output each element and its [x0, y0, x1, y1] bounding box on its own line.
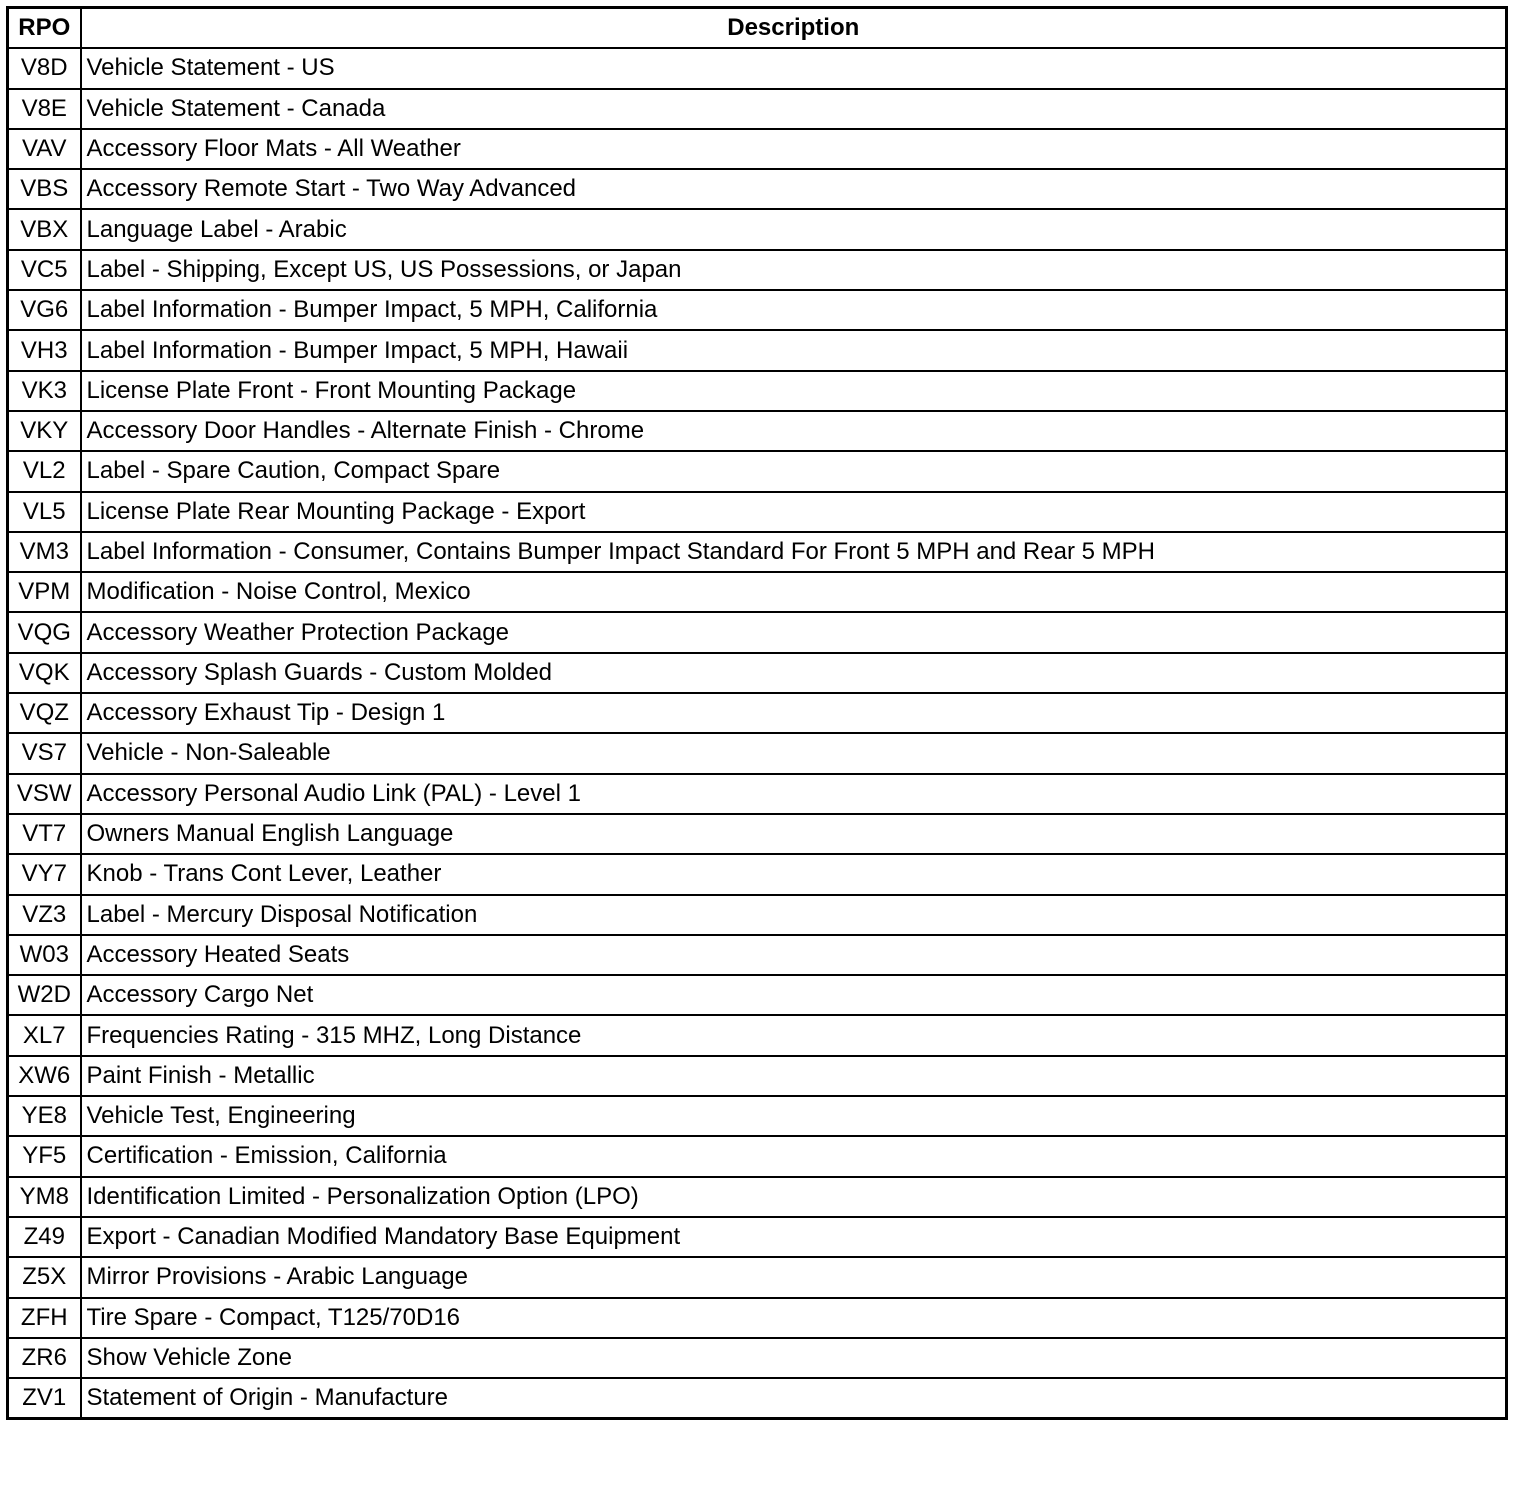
rpo-code-cell: W2D: [8, 975, 81, 1015]
rpo-code-cell: YF5: [8, 1136, 81, 1176]
description-cell: Label Information - Consumer, Contains Bumper Impact Standard For Front 5 MPH and Rear 5 MPH: [81, 532, 1507, 572]
header-row: [8, 8, 1507, 49]
description-cell: Vehicle Statement - US: [81, 48, 1507, 88]
table-row: [8, 854, 1507, 894]
rpo-code-cell: V8E: [8, 89, 81, 129]
table-row: [8, 1298, 1507, 1338]
description-cell: Accessory Floor Mats - All Weather: [81, 129, 1507, 169]
rpo-code-cell: VZ3: [8, 895, 81, 935]
description-cell: Accessory Remote Start - Two Way Advanced: [81, 169, 1507, 209]
table-row: [8, 733, 1507, 773]
table-row: [8, 935, 1507, 975]
table-row: [8, 572, 1507, 612]
rpo-code-cell: VK3: [8, 371, 81, 411]
rpo-code-cell: VM3: [8, 532, 81, 572]
table-row: [8, 48, 1507, 88]
table-row: [8, 975, 1507, 1015]
table-row: [8, 129, 1507, 169]
table-row: [8, 532, 1507, 572]
description-cell: Knob - Trans Cont Lever, Leather: [81, 854, 1507, 894]
description-cell: Accessory Weather Protection Package: [81, 612, 1507, 652]
table-row: [8, 89, 1507, 129]
description-cell: Statement of Origin - Manufacture: [81, 1378, 1507, 1419]
table-row: [8, 814, 1507, 854]
description-cell: Label Information - Bumper Impact, 5 MPH, California: [81, 290, 1507, 330]
table-row: [8, 290, 1507, 330]
description-cell: Accessory Door Handles - Alternate Finish - Chrome: [81, 411, 1507, 451]
table-row: [8, 895, 1507, 935]
description-cell: Accessory Heated Seats: [81, 935, 1507, 975]
table-header: [8, 8, 1507, 49]
rpo-code-cell: VG6: [8, 290, 81, 330]
description-cell: Modification - Noise Control, Mexico: [81, 572, 1507, 612]
table-row: [8, 1177, 1507, 1217]
rpo-column-header: RPO: [8, 8, 81, 49]
rpo-code-cell: VKY: [8, 411, 81, 451]
description-cell: Frequencies Rating - 315 MHZ, Long Distance: [81, 1015, 1507, 1055]
rpo-code-cell: VY7: [8, 854, 81, 894]
table-row: [8, 209, 1507, 249]
table-row: [8, 1096, 1507, 1136]
description-cell: License Plate Rear Mounting Package - Export: [81, 492, 1507, 532]
description-cell: Vehicle Test, Engineering: [81, 1096, 1507, 1136]
rpo-code-cell: VQK: [8, 653, 81, 693]
rpo-code-cell: VQG: [8, 612, 81, 652]
rpo-code-cell: VAV: [8, 129, 81, 169]
description-cell: Vehicle - Non-Saleable: [81, 733, 1507, 773]
rpo-code-cell: Z5X: [8, 1257, 81, 1297]
rpo-code-cell: VL2: [8, 451, 81, 491]
rpo-code-cell: VBS: [8, 169, 81, 209]
description-cell: Show Vehicle Zone: [81, 1338, 1507, 1378]
table-row: [8, 1257, 1507, 1297]
table-row: [8, 492, 1507, 532]
table-row: [8, 1056, 1507, 1096]
rpo-code-cell: Z49: [8, 1217, 81, 1257]
rpo-code-cell: VH3: [8, 330, 81, 370]
table-row: [8, 653, 1507, 693]
table-row: [8, 1378, 1507, 1419]
rpo-code-cell: VQZ: [8, 693, 81, 733]
description-cell: Label Information - Bumper Impact, 5 MPH, Hawaii: [81, 330, 1507, 370]
description-cell: License Plate Front - Front Mounting Package: [81, 371, 1507, 411]
table-row: [8, 1136, 1507, 1176]
table-row: [8, 250, 1507, 290]
table-row: [8, 1217, 1507, 1257]
table-row: [8, 371, 1507, 411]
rpo-code-cell: VC5: [8, 250, 81, 290]
table-row: [8, 169, 1507, 209]
description-cell: Label - Spare Caution, Compact Spare: [81, 451, 1507, 491]
rpo-code-cell: ZR6: [8, 1338, 81, 1378]
table-row: [8, 1338, 1507, 1378]
description-cell: Owners Manual English Language: [81, 814, 1507, 854]
table-row: [8, 330, 1507, 370]
rpo-code-cell: XW6: [8, 1056, 81, 1096]
description-cell: Certification - Emission, California: [81, 1136, 1507, 1176]
description-cell: Accessory Exhaust Tip - Design 1: [81, 693, 1507, 733]
description-cell: Mirror Provisions - Arabic Language: [81, 1257, 1507, 1297]
rpo-code-cell: VPM: [8, 572, 81, 612]
table-row: [8, 451, 1507, 491]
table-row: [8, 1015, 1507, 1055]
table-row: [8, 612, 1507, 652]
table-row: [8, 774, 1507, 814]
description-cell: Export - Canadian Modified Mandatory Base Equipment: [81, 1217, 1507, 1257]
rpo-table: [6, 6, 1508, 1420]
rpo-code-cell: YE8: [8, 1096, 81, 1136]
rpo-code-cell: XL7: [8, 1015, 81, 1055]
rpo-code-cell: ZFH: [8, 1298, 81, 1338]
rpo-code-cell: VBX: [8, 209, 81, 249]
description-cell: Label - Shipping, Except US, US Possessions, or Japan: [81, 250, 1507, 290]
rpo-code-cell: YM8: [8, 1177, 81, 1217]
rpo-code-cell: ZV1: [8, 1378, 81, 1419]
description-cell: Vehicle Statement - Canada: [81, 89, 1507, 129]
description-column-header: Description: [81, 8, 1507, 49]
description-cell: Accessory Splash Guards - Custom Molded: [81, 653, 1507, 693]
rpo-code-cell: W03: [8, 935, 81, 975]
table-body: [8, 48, 1507, 1419]
rpo-code-cell: VSW: [8, 774, 81, 814]
rpo-code-cell: VL5: [8, 492, 81, 532]
rpo-code-cell: V8D: [8, 48, 81, 88]
table-row: [8, 693, 1507, 733]
description-cell: Accessory Cargo Net: [81, 975, 1507, 1015]
rpo-code-cell: VS7: [8, 733, 81, 773]
description-cell: Tire Spare - Compact, T125/70D16: [81, 1298, 1507, 1338]
description-cell: Identification Limited - Personalization Option (LPO): [81, 1177, 1507, 1217]
table-row: [8, 411, 1507, 451]
description-cell: Label - Mercury Disposal Notification: [81, 895, 1507, 935]
rpo-code-cell: VT7: [8, 814, 81, 854]
description-cell: Language Label - Arabic: [81, 209, 1507, 249]
description-cell: Accessory Personal Audio Link (PAL) - Level 1: [81, 774, 1507, 814]
description-cell: Paint Finish - Metallic: [81, 1056, 1507, 1096]
